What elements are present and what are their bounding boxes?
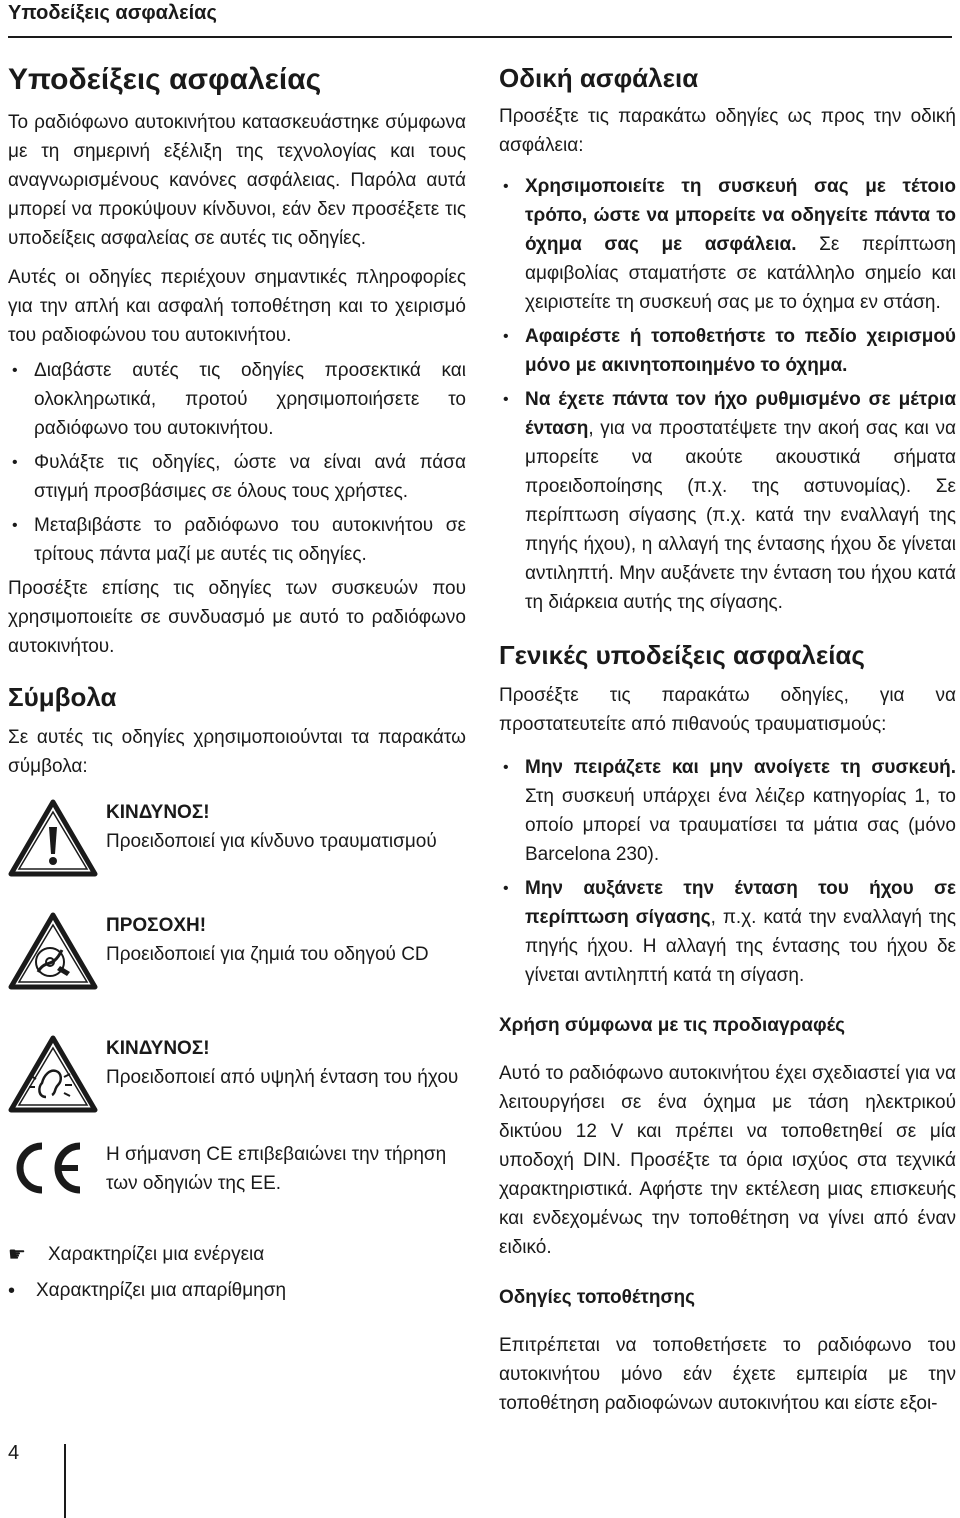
section-heading-road-safety: Οδική ασφάλεια (499, 63, 699, 93)
legend-text: Χαρακτηρίζει μια απαρίθμηση (36, 1280, 287, 1301)
pointing-hand-icon: ☛ (8, 1244, 26, 1266)
symbol-description: Η σήμανση CE επιβεβαιώνει την τήρηση των οδηγιών της ΕΕ. (106, 1144, 447, 1194)
symbol-title: ΠΡΟΣΟΧΗ! (106, 915, 207, 936)
symbol-title: ΚΙΝΔΥΝΟΣ! (106, 802, 210, 823)
legend-row-enumeration (8, 1273, 466, 1309)
section-heading-safety: Υποδείξεις ασφαλείας (8, 63, 322, 96)
general-safety-list (499, 753, 956, 990)
left-column (8, 58, 466, 1309)
list-item (499, 385, 956, 617)
general-safety-intro: Προσέξτε τις παρακάτω οδηγίες, για να προστατευτείτε από πιθανούς τραυματισμούς: (499, 685, 956, 735)
road-safety-list (499, 172, 956, 617)
related-devices-paragraph: Προσέξτε επίσης τις οδηγίες των συσκευών που χρησιμοποιείτε σε συνδυασμό με αυτό το ραδιόφωνο αυτοκινήτου. (8, 578, 466, 657)
bullet-text: Σε περίπτωση αμφιβολίας σταματήστε σε κατάλληλο σημείο και χειριστείτε τη συσκευή σας με το όχημα εν στάση. (525, 234, 956, 313)
list-item (499, 874, 956, 990)
intended-use-paragraph: Αυτό το ραδιόφωνο αυτοκινήτου έχει σχεδιαστεί για να λειτουργήσει σε ένα όχημα με τάση ηλεκτρικού δικτύου 12 V και πρέπει να τοποθετηθεί σε μία υποδοχή DIN. Προσέξτε τα όρια ισχύος στα τεχνικά χαρακτηριστικά. Αφήστε την εκτέλεση μιας επισκευής και ενδεχομένως την τοποθέτηση να γίνει από έναν ειδικό. (499, 1063, 956, 1258)
hearing-warning-icon (8, 1035, 104, 1118)
subheading-installation: Οδηγίες τοποθέτησης (499, 1287, 695, 1308)
safety-bullet-list (8, 356, 466, 569)
symbol-row-cd-caution (8, 912, 466, 995)
section-heading-general-safety: Γενικές υποδείξεις ασφαλείας (499, 640, 865, 670)
list-item: • Μεταβιβάστε το ραδιόφωνο του αυτοκινήτου σε τρίτους πάντα μαζί με αυτές τις οδηγίες. (8, 511, 466, 569)
symbol-row-volume-danger (8, 1035, 466, 1118)
road-safety-intro: Προσέξτε τις παρακάτω οδηγίες ως προς την οδική ασφάλεια: (499, 106, 956, 156)
bullet-bold-text: Αφαιρέστε ή τοποθετήστε το πεδίο χειρισμού μόνο με ακινητοποιημένο το όχημα. (525, 326, 956, 376)
footer-rule (64, 1444, 66, 1518)
symbol-description: Προειδοποιεί από υψηλή ένταση του ήχου (106, 1067, 459, 1088)
safety-info-paragraph: Αυτές οι οδηγίες περιέχουν σημαντικές πληροφορίες για την απλή και ασφαλή τοποθέτηση και το χειρισμό του ραδιοφώνου του αυτοκινήτου. (8, 267, 466, 346)
subheading-intended-use: Χρήση σύμφωνα με τις προδιαγραφές (499, 1015, 846, 1036)
bullet-bold-text: Μην αυξάνετε την ένταση του ήχου σε περίπτωση σίγασης (525, 878, 956, 928)
bullet-bold-text: Να έχετε πάντα τον ήχο ρυθμισμένο σε μέτρια ένταση (525, 389, 956, 439)
bullet-bold-text: Μην πειράζετε και μην ανοίγετε τη συσκευή. (525, 757, 956, 778)
symbol-row-danger (8, 799, 466, 882)
list-item: • Φυλάξτε τις οδηγίες, ώστε να είναι ανά πάσα στιγμή προσβάσιμες σε όλους τους χρήστες. (8, 448, 466, 506)
bullet-text: Στη συσκευή υπάρχει ένα λέιζερ κατηγορίας 1, το οποίο μπορεί να τραυματίσει τα μάτια σας (μόνο Barcelona 230). (525, 786, 956, 865)
symbol-row-ce (8, 1140, 466, 1201)
symbol-description: Προειδοποιεί για ζημιά του οδηγού CD (106, 944, 429, 965)
list-item (499, 322, 956, 380)
page-number: 4 (8, 1442, 20, 1464)
list-item (499, 172, 956, 317)
symbol-title: ΚΙΝΔΥΝΟΣ! (106, 1038, 210, 1059)
bullet-icon: • (8, 1280, 16, 1302)
list-item (499, 753, 956, 869)
cd-drive-warning-icon (8, 912, 104, 995)
legend-list (8, 1237, 466, 1309)
safety-intro-paragraph: Το ραδιόφωνο αυτοκινήτου κατασκευάστηκε σύμφωνα με τη σημερινή εξέλιξη της τεχνολογίας και τους αναγνωρισμένους κανόνες ασφάλειας. Παρόλα αυτά μπορεί να προκύψουν κίνδυνοι, εάν δεν προσέξετε τις υποδείξεις ασφαλείας σε αυτές τις οδηγίες. (8, 112, 466, 249)
header-rule (8, 36, 952, 38)
bullet-bold-text: Χρησιμοποιείτε τη συσκευή σας με τέτοιο τρόπο, ώστε να μπορείτε να οδηγείτε πάντα το όχημα σας με ασφάλεια. (525, 176, 956, 255)
danger-warning-icon (8, 799, 104, 882)
right-column (499, 58, 956, 1418)
symbols-intro-paragraph: Σε αυτές τις οδηγίες χρησιμοποιούνται τα παρακάτω σύμβολα: (8, 727, 466, 777)
list-item: • Διαβάστε αυτές τις οδηγίες προσεκτικά και ολοκληρωτικά, προτού χρησιμοποιήσετε το ραδιόφωνο του αυτοκινήτου. (8, 356, 466, 443)
legend-row-action (8, 1237, 466, 1273)
section-heading-symbols: Σύμβολα (8, 682, 117, 712)
ce-mark-icon (8, 1140, 104, 1201)
symbol-description: Προειδοποιεί για κίνδυνο τραυματισμού (106, 831, 437, 852)
bullet-text: , π.χ. κατά την εναλλαγή της πηγής ήχου. Η αλλαγή της έντασης του ήχου δε γίνεται αντιληπτή κατά τη σίγαση. (525, 907, 956, 986)
legend-text: Χαρακτηρίζει μια ενέργεια (48, 1244, 265, 1265)
running-header-title: Υποδείξεις ασφαλείας (8, 2, 217, 24)
bullet-text: , για να προστατέψετε την ακοή σας και να μπορείτε να ακούτε ακουστικά σήματα προειδοποίησης (π.χ. της αστυνομίας). Σε περίπτωση σίγασης (π.χ. κατά την εναλλαγή της πηγής ήχου), η αλλαγή της έντασης ήχου δε γίνεται αντιληπτή. Μην αυξάνετε την ένταση του ήχου κατά τη διάρκεια αυτής της σίγασης. (525, 418, 956, 613)
installation-paragraph: Επιτρέπεται να τοποθετήσετε το ραδιόφωνο του αυτοκινήτου μόνο εάν έχετε εμπειρία με την τοποθέτηση ραδιοφώνων αυτοκινήτου και είστε εξοι- (499, 1335, 956, 1414)
